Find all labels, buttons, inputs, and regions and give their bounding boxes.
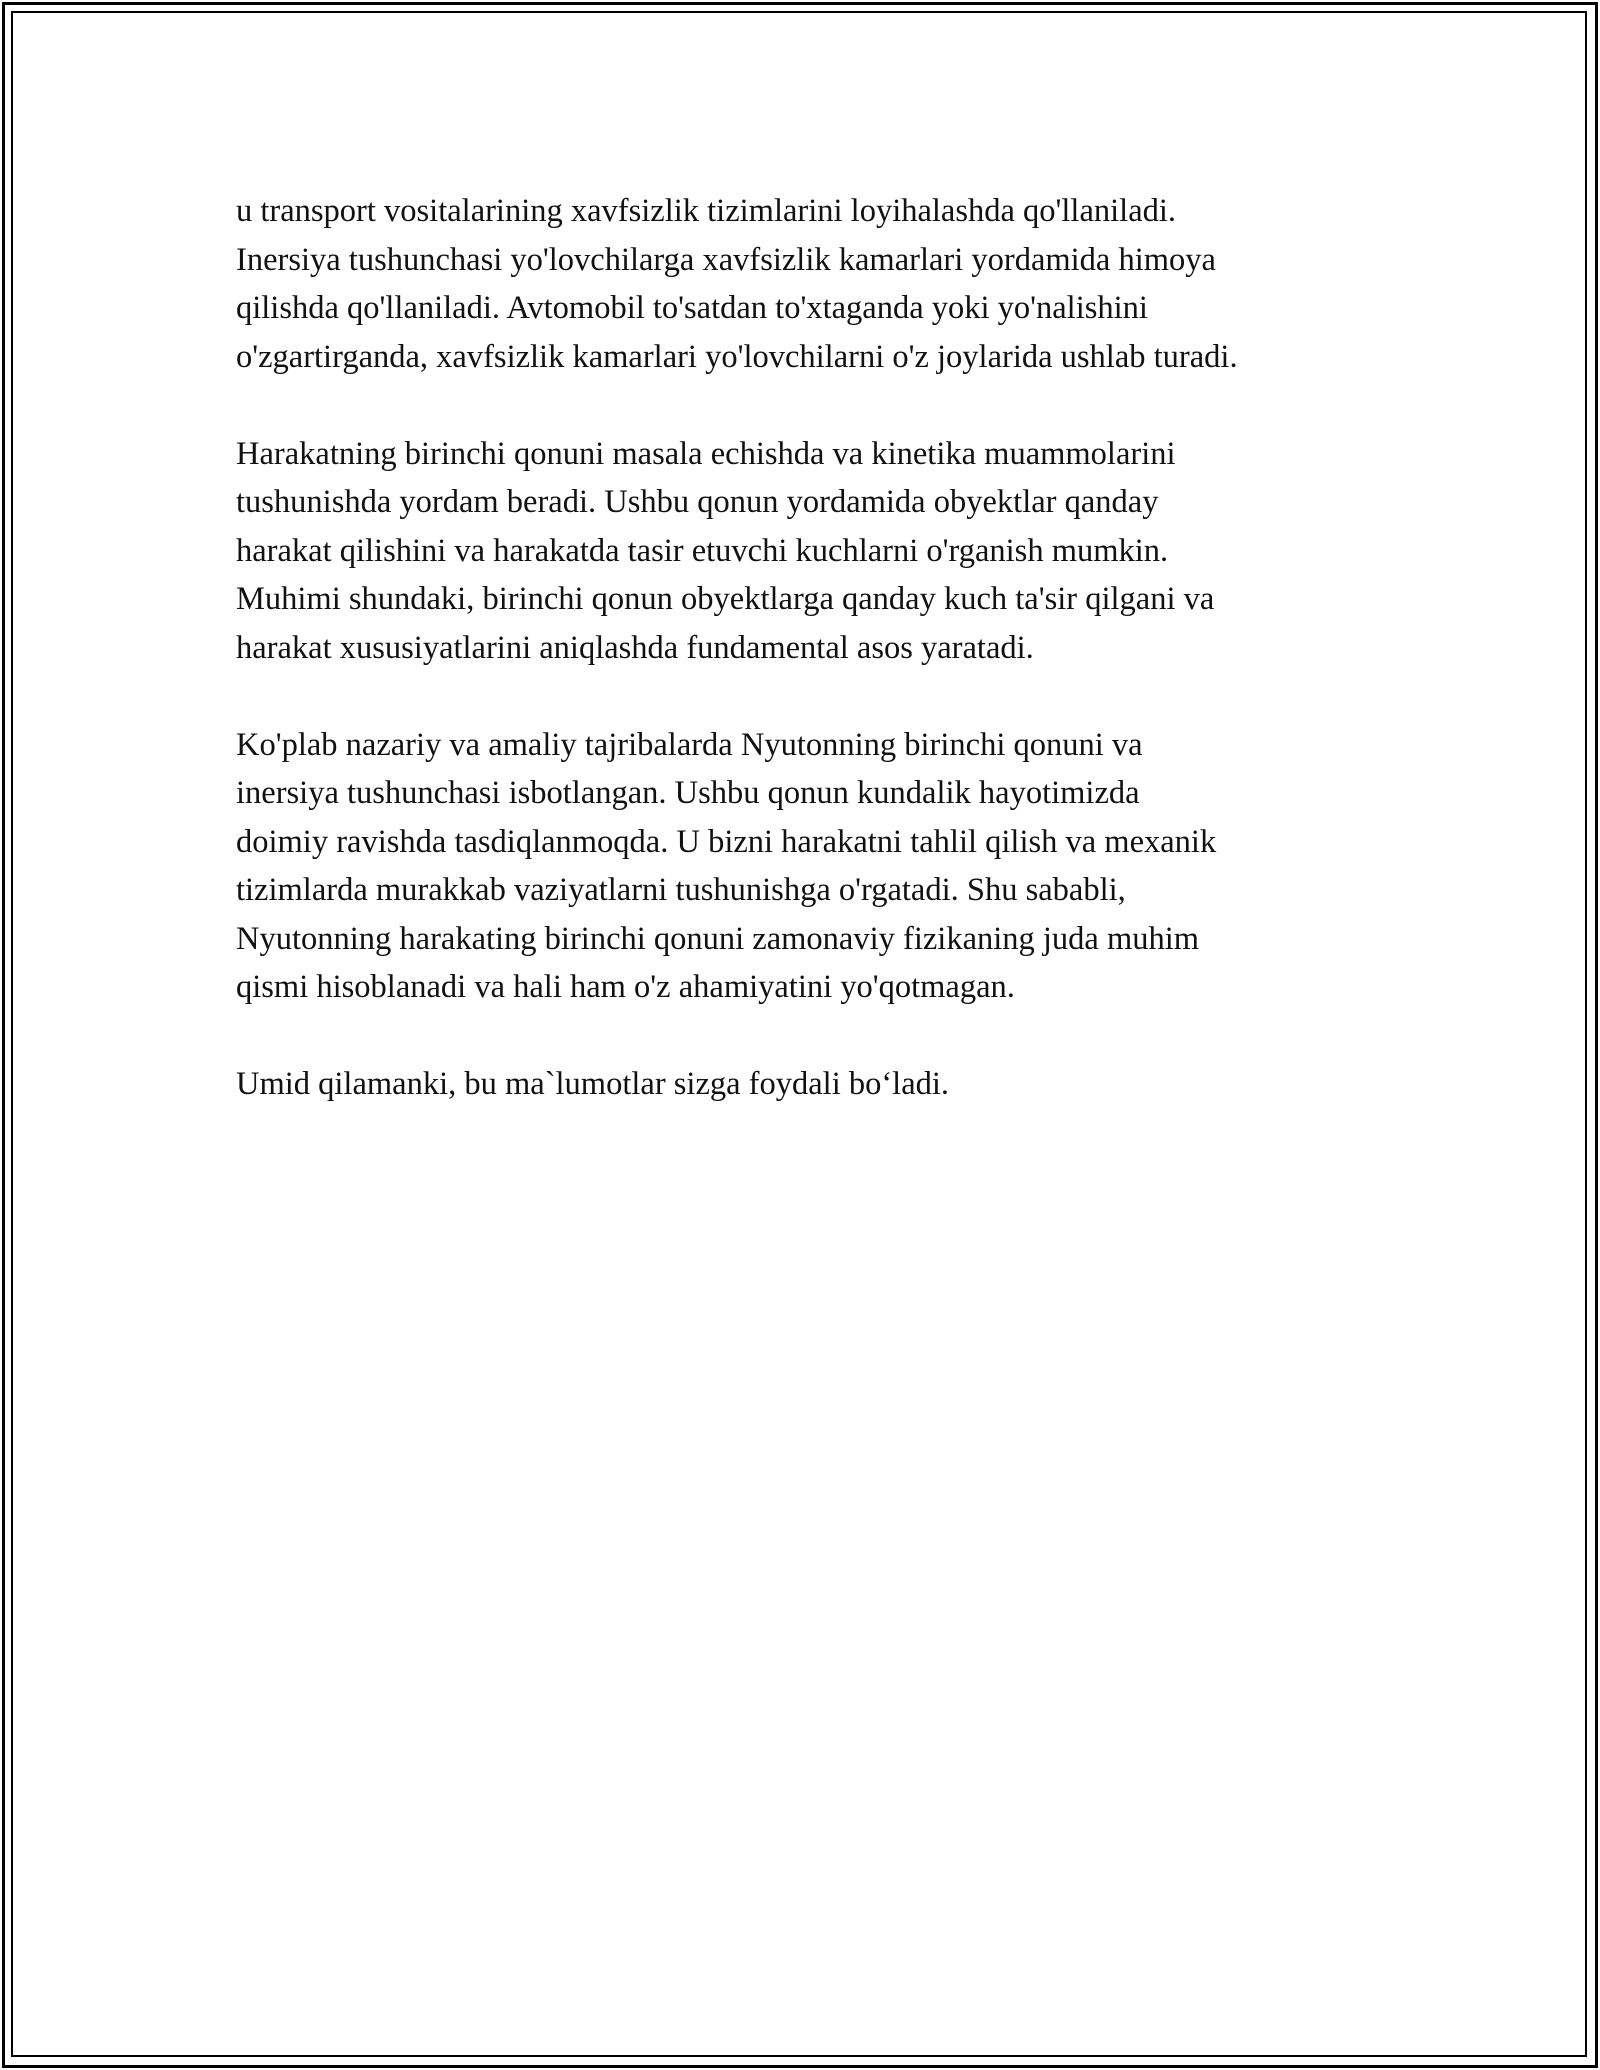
text-line: Ko'plab nazariy va amaliy tajribalarda Nyutonning birinchi qonuni va bbox=[236, 726, 1143, 763]
text-line: qilishda qo'llaniladi. Avtomobil to'satdan to'xtaganda yoki yo'nalishini bbox=[236, 290, 1148, 326]
text-line: inersiya tushunchasi isbotlangan. Ushbu qonun kundalik hayotimizda bbox=[236, 775, 1140, 811]
text-line: Harakatning birinchi qonuni masala echishda va kinetika muammolarini bbox=[236, 435, 1176, 472]
text-line: Inersiya tushunchasi yo'lovchilarga xavfsizlik kamarlari yordamida himoya bbox=[236, 241, 1216, 278]
text-line: Muhimi shundaki, birinchi qonun obyektlarga qanday kuch ta'sir qilgani va bbox=[236, 581, 1215, 617]
paragraph-safety-belts bbox=[236, 187, 1386, 381]
text-line: Umid qilamanki, bu ma`lumotlar sizga foydali bo‘ladi. bbox=[236, 1066, 950, 1102]
paragraph-closing bbox=[236, 1060, 1386, 1109]
text-line: harakat qilishini va harakatda tasir etuvchi kuchlarni o'rganish mumkin. bbox=[236, 532, 1169, 569]
text-line: qismi hisoblanadi va hali ham o'z ahamiyatini yo'qotmagan. bbox=[236, 969, 1015, 1005]
text-line: doimiy ravishda tasdiqlanmoqda. U bizni harakatni tahlil qilish va mexanik bbox=[236, 823, 1217, 860]
text-line: Nyutonning harakating birinchi qonuni zamonaviy fizikaning juda muhim bbox=[236, 920, 1200, 957]
text-line: harakat xususiyatlarini aniqlashda fundamental asos yaratadi. bbox=[236, 629, 1034, 666]
text-line: tushunishda yordam beradi. Ushbu qonun yordamida obyektlar qanday bbox=[236, 484, 1159, 520]
text-line: tizimlarda murakkab vaziyatlarni tushunishga o'rgatadi. Shu sababli, bbox=[236, 872, 1126, 908]
document-body bbox=[236, 187, 1386, 1157]
text-line: o'zgartirganda, xavfsizlik kamarlari yo'lovchilarni o'z joylarida ushlab turadi. bbox=[236, 338, 1238, 375]
paragraph-first-law bbox=[236, 430, 1386, 673]
paragraph-experiments bbox=[236, 721, 1386, 1012]
text-line: u transport vositalarining xavfsizlik tizimlarini loyihalashda qo'llaniladi. bbox=[236, 193, 1177, 229]
